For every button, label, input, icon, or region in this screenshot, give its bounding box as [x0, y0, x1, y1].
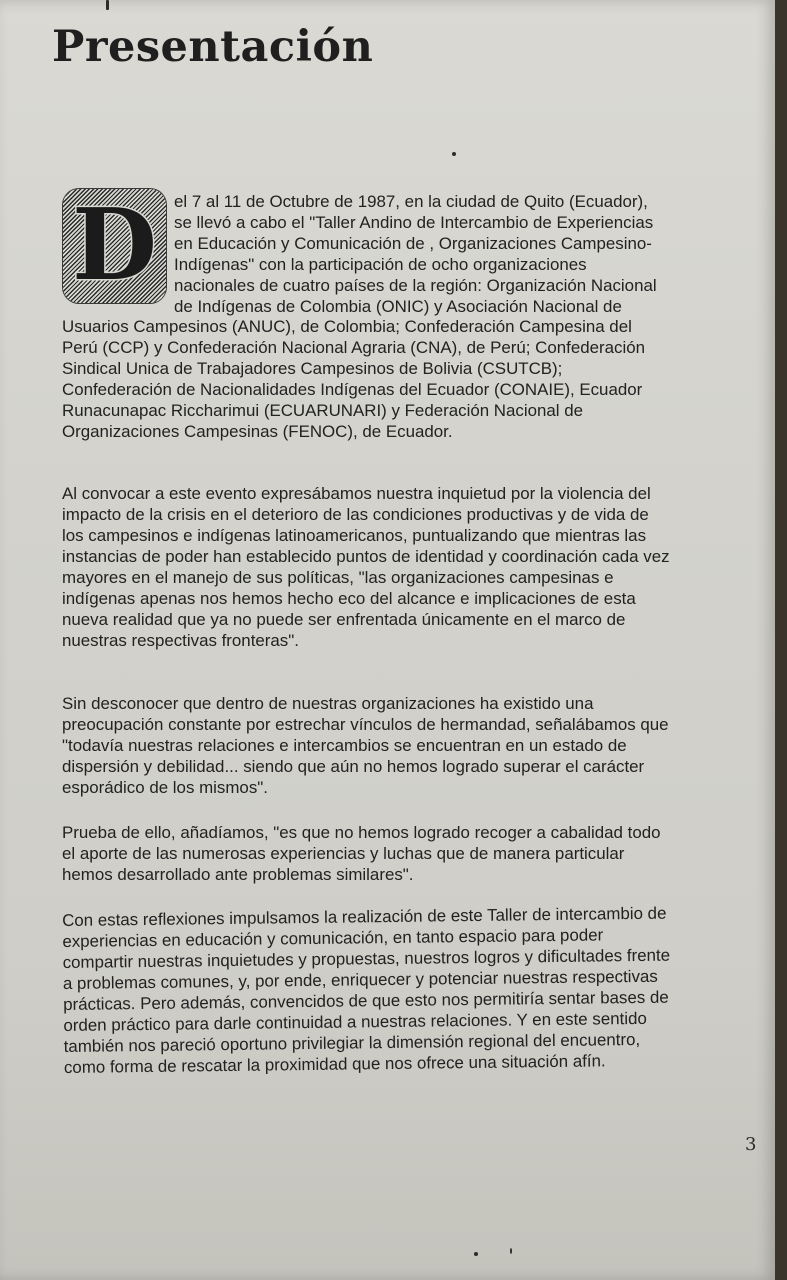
print-speck [474, 1252, 478, 1256]
paragraph-reflexiones: Con estas reflexiones impulsamos la realización de este Taller de intercambio de experiencias en educación y comunicación, en tanto espacio para poder compartir nuestras inquietudes y propuestas, nuestros logros y dificultades frente a problemas comunes, y, por ende, enriquecer y potenciar nuestras respectivas prácticas. Pero además, convencidos de que esto nos permitiría sentar bases de orden práctico para darle continuidad a nuestras relaciones. Y en este sentido también nos pareció oportuno privilegiar la dimensión regional del encuentro, como forma de rescatar la proximidad que nos ofrece una situación afín. [62, 903, 671, 1077]
page-title: Presentación [52, 22, 374, 72]
paragraph-hermandad: Sin desconocer que dentro de nuestras organizaciones ha existido una preocupación constante por estrechar vínculos de hermandad, señalábamos que "todavía nuestras relaciones e intercambios se encuentran en un estado de dispersión y debilidad... siendo que aún no hemos logrado superar el carácter esporádico de los mismos". [62, 694, 669, 797]
print-speck [106, 0, 109, 10]
paragraph-intro [62, 188, 662, 443]
drop-cap-letter: D [72, 188, 157, 303]
print-speck [510, 1248, 512, 1254]
paragraph-prueba: Prueba de ello, añadíamos, "es que no hemos logrado recoger a cabalidad todo el aporte de las numerosas experiencias y luchas que de manera particular hemos desarrollado ante problemas similares". [62, 823, 661, 884]
print-speck [452, 152, 456, 156]
paragraph-intro-text: el 7 al 11 de Octubre de 1987, en la ciudad de Quito (Ecuador), se llevó a cabo el "Taller Andino de Intercambio de Experiencias en Educación y Comunicación de , Organizaciones Campesino-Indígenas" con la participación de ocho organizaciones nacionales de cuatro países de la región: Organización Nacional de Indígenas de Colombia (ONIC) y Asociación Nacional de Usuarios Campesinos (ANUC), de Colombia; Confederación Campesina del Perú (CCP) y Confederación Nacional Agraria (CNA), de Perú; Confederación Sindical Unica de Trabajadores Campesinos de Bolivia (CSUTCB); Confederación de Nacionalidades Indígenas del Ecuador (CONAIE), Ecuador Runacunapac Riccharimui (ECUARUNARI) y Federación Nacional de Organizaciones Campesinas (FENOC), de Ecuador. [62, 192, 657, 441]
page-number: 3 [745, 1134, 757, 1155]
paragraph-convocatoria: Al convocar a este evento expresábamos nuestra inquietud por la violencia del impacto de la crisis en el deterioro de las condiciones productivas y de vida de los campesinos e indígenas latinoamericanos, puntualizando que mientras las instancias de poder han establecido puntos de identidad y coordinación cada vez mayores en el manejo de sus políticas, "las organizaciones campesinas e indígenas apenas nos hemos hecho eco del alcance e implicaciones de esta nueva realidad que ya no puede ser enfrentada únicamente en el marco de nuestras respectivas fronteras". [62, 484, 670, 650]
